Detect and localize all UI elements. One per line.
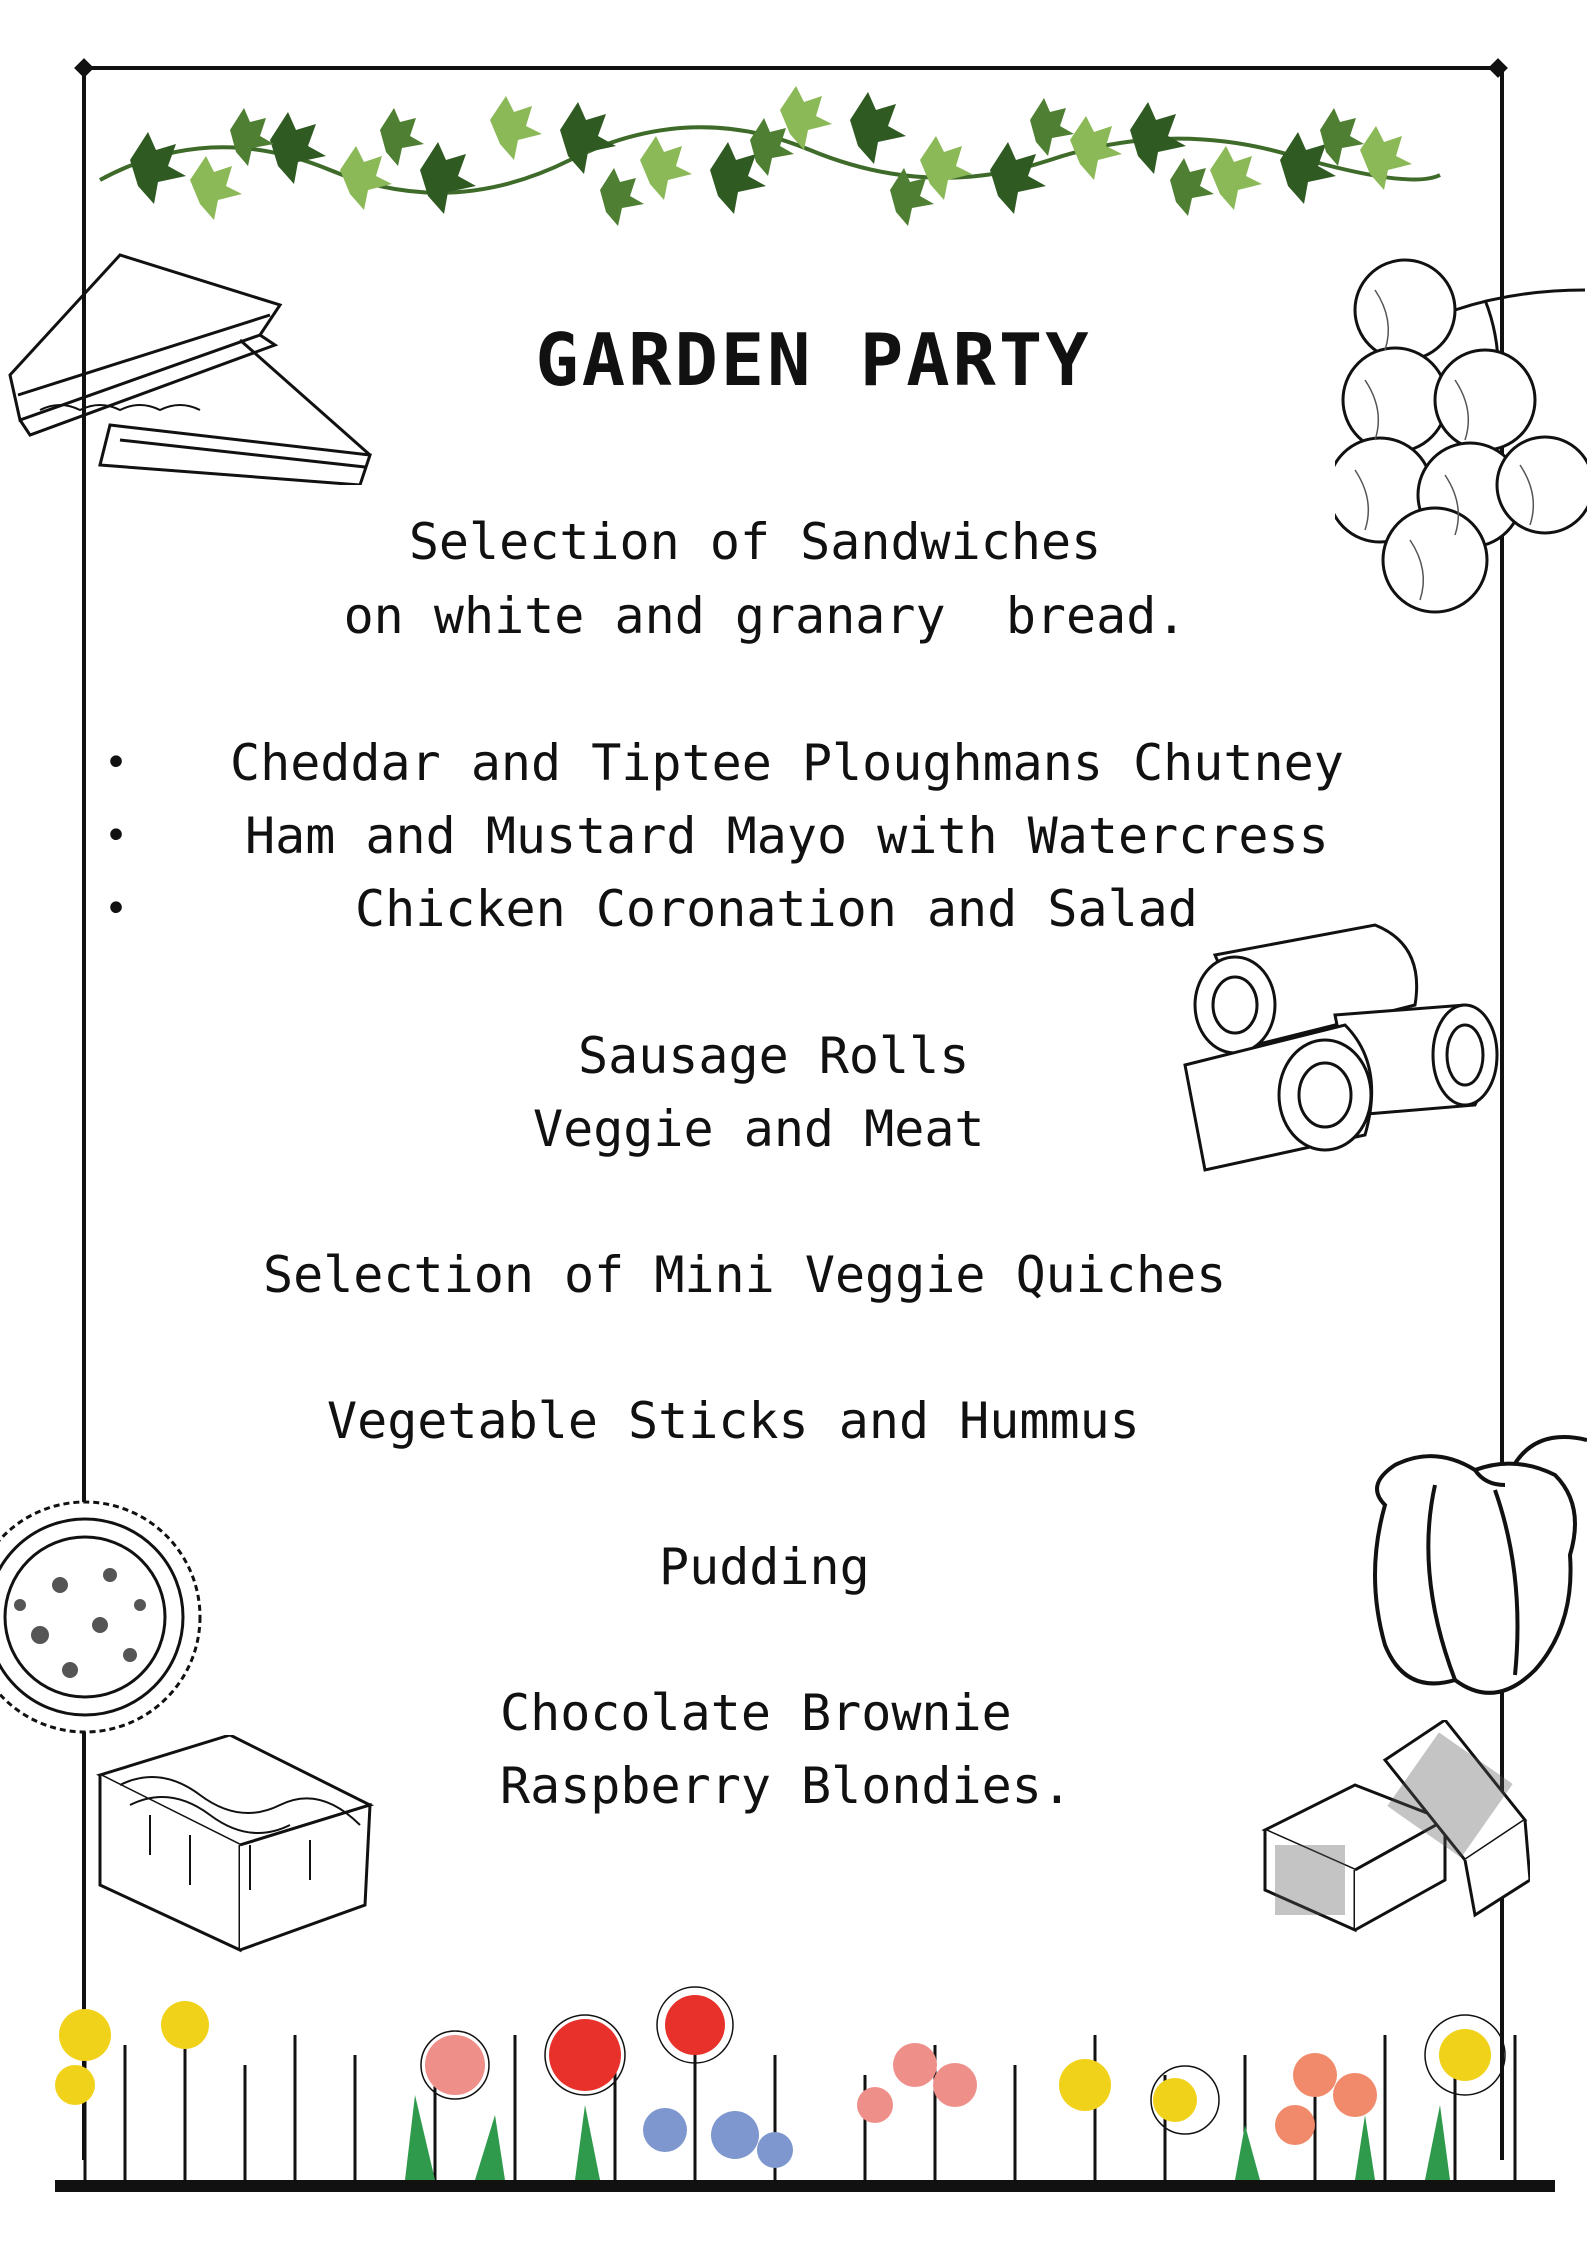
sandwich-item-2: Ham and Mustard Mayo with Watercress [245, 807, 1329, 865]
bullet-3: • [104, 886, 129, 932]
pudding-item-1: Chocolate Brownie [500, 1684, 1012, 1742]
sandwich-item-1: Cheddar and Tiptee Ploughmans Chutney [230, 734, 1344, 792]
bullet-2: • [104, 813, 129, 859]
quiche-illustration-icon [0, 1495, 210, 1740]
vegetables-item: Vegetable Sticks and Hummus [327, 1392, 1140, 1450]
sausage-rolls-illustration-icon [1175, 915, 1505, 1180]
bullet-1: • [104, 740, 129, 786]
menu-title: GARDEN PARTY [535, 318, 1092, 402]
sandwiches-heading: Selection of Sandwiches [408, 513, 1102, 571]
sandwiches-subheading: on white and granary bread. [343, 587, 1187, 645]
ivy-garland-icon [90, 60, 1450, 250]
pepper-illustration-icon [1365, 1425, 1587, 1705]
sausage-rolls-subheading: Veggie and Meat [533, 1100, 985, 1158]
sausage-rolls-heading: Sausage Rolls [578, 1027, 970, 1085]
brownie-illustration-icon [1255, 1720, 1530, 1950]
pudding-heading: Pudding [659, 1538, 870, 1596]
blondie-illustration-icon [90, 1735, 380, 1955]
wildflower-border-icon [55, 1975, 1555, 2195]
sandwich-item-3: Chicken Coronation and Salad [355, 880, 1198, 938]
quiches-item: Selection of Mini Veggie Quiches [263, 1246, 1227, 1304]
pudding-item-2: Raspberry Blondies. [500, 1757, 1072, 1815]
